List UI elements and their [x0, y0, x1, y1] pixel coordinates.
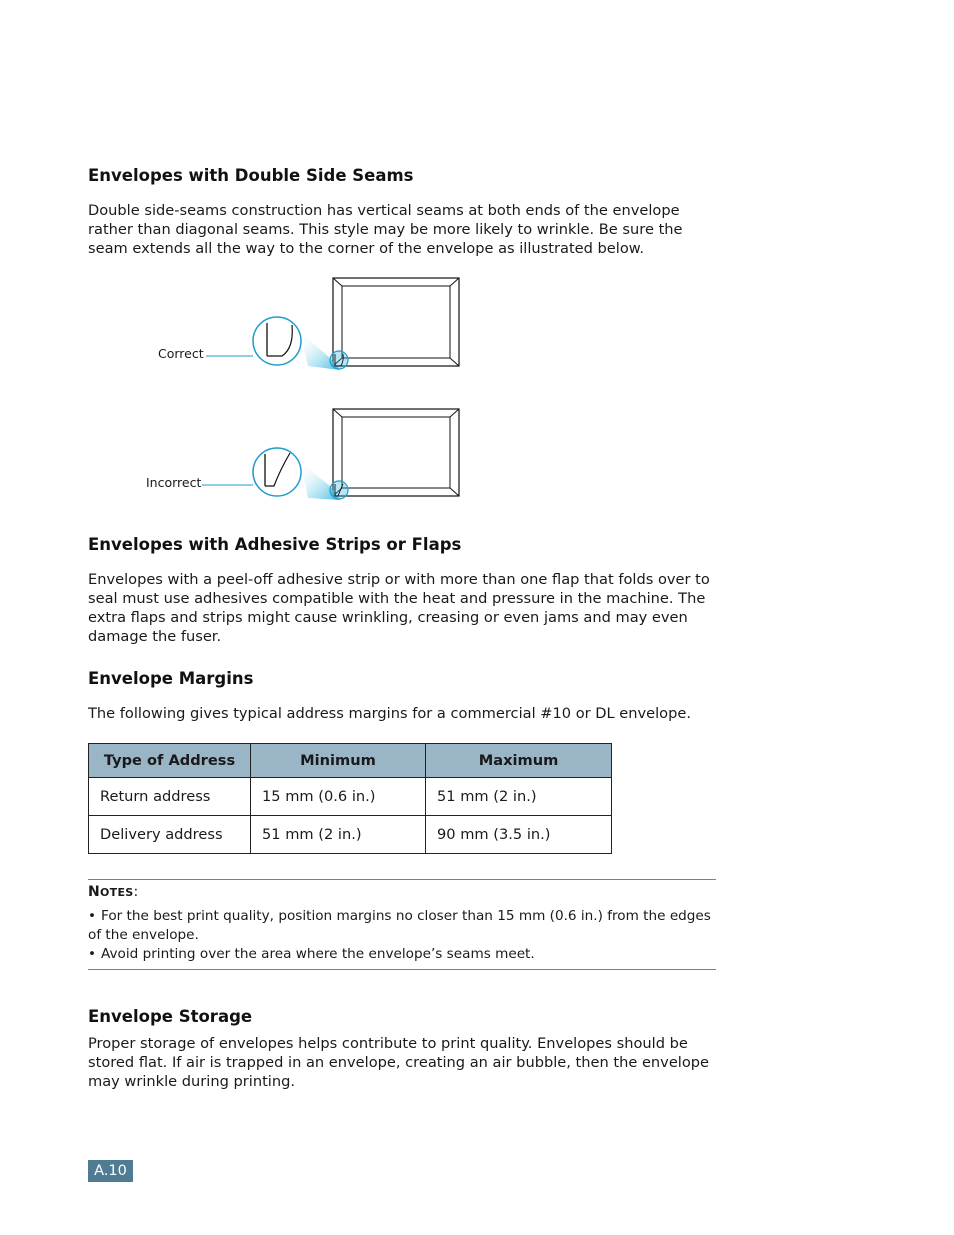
- paragraph-double-side-seams: Double side-seams construction has vertical seams at both ends of the envelope rather than diagonal seams. This style may be more likely to wrinkle. Be sure the seam extends all the way to the corner of the envelope as illustrated below.: [88, 202, 683, 257]
- figure-label-incorrect: Incorrect: [146, 475, 202, 490]
- heading-adhesive-strips: Envelopes with Adhesive Strips or Flaps: [88, 535, 462, 554]
- incorrect-envelope-illustration: [202, 409, 459, 500]
- table-cell: 90 mm (3.5 in.): [426, 816, 612, 854]
- envelope-seam-figure: [140, 270, 470, 510]
- table-header-cell: Minimum: [251, 744, 426, 778]
- heading-double-side-seams: Envelopes with Double Side Seams: [88, 166, 414, 185]
- table-cell: 15 mm (0.6 in.): [251, 778, 426, 816]
- bullet-icon: •: [88, 946, 97, 962]
- notes-bottom-rule: [88, 969, 716, 970]
- address-margins-table: [88, 743, 612, 854]
- table-cell: 51 mm (2 in.): [426, 778, 612, 816]
- heading-envelope-margins: Envelope Margins: [88, 669, 254, 688]
- table-header-row: [89, 744, 612, 778]
- table-cell: 51 mm (2 in.): [251, 816, 426, 854]
- table-cell: Delivery address: [89, 816, 251, 854]
- table-row: [89, 778, 612, 816]
- paragraph-envelope-margins: The following gives typical address margins for a commercial #10 or DL envelope.: [88, 705, 691, 722]
- notes-title: NOTES:: [88, 884, 139, 900]
- paragraph-envelope-storage: Proper storage of envelopes helps contribute to print quality. Envelopes should be stored flat. If air is trapped in an envelope, creating an air bubble, then the envelope may wrinkle during printing.: [88, 1035, 710, 1090]
- figure-label-correct: Correct: [158, 346, 204, 361]
- table-header-cell: Type of Address: [89, 744, 251, 778]
- note-item: • Avoid printing over the area where the envelope’s seams meet.: [88, 946, 535, 962]
- table-cell: Return address: [89, 778, 251, 816]
- correct-envelope-illustration: [206, 278, 459, 370]
- heading-envelope-storage: Envelope Storage: [88, 1007, 253, 1026]
- note-item: • For the best print quality, position margins no closer than 15 mm (0.6 in.) from the edges of the envelope.: [88, 908, 711, 943]
- table-row: [89, 816, 612, 854]
- bullet-icon: •: [88, 908, 97, 924]
- notes-top-rule: [88, 879, 716, 880]
- paragraph-adhesive-strips: Envelopes with a peel-off adhesive strip or with more than one flap that folds over to seal must use adhesives compatible with the heat and pressure in the machine. The extra flaps and strips might cause wrinkling, creasing or even jams and may even damage the fuser.: [88, 571, 710, 645]
- table-header-cell: Maximum: [426, 744, 612, 778]
- page-number-badge: A.10: [88, 1160, 133, 1182]
